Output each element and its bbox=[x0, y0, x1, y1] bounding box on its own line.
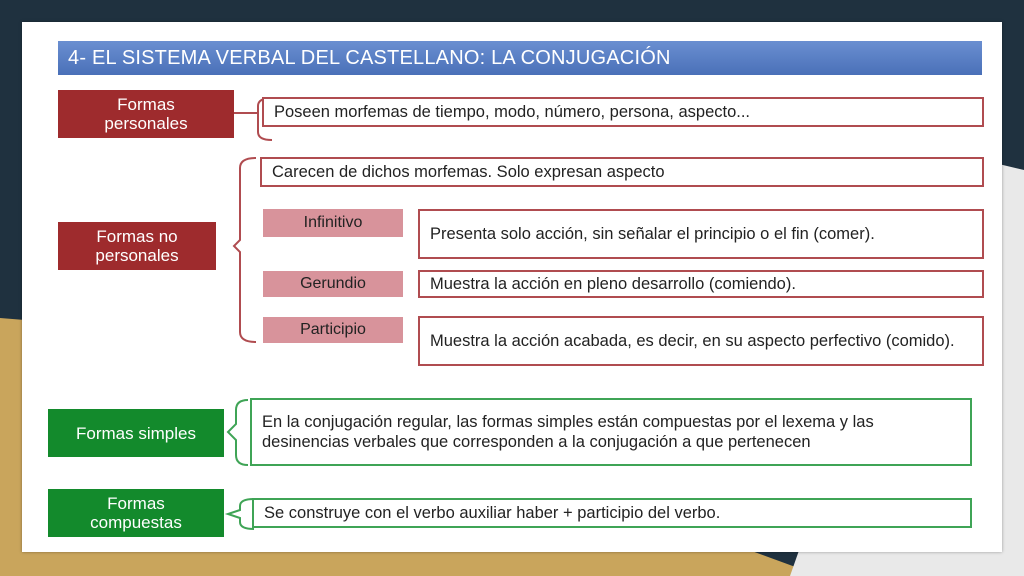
participio-description: Muestra la acción acabada, es decir, en su aspecto perfectivo (comido). bbox=[418, 316, 984, 366]
no-personales-description: Carecen de dichos morfemas. Solo expresan aspecto bbox=[260, 157, 984, 187]
slide-title: 4- EL SISTEMA VERBAL DEL CASTELLANO: LA CONJUGACIÓN bbox=[58, 41, 982, 75]
category-label-line2: personales bbox=[95, 246, 179, 265]
infinitivo-description: Presenta solo acción, sin señalar el principio o el fin (comer). bbox=[418, 209, 984, 259]
category-formas-personales bbox=[58, 90, 234, 138]
simples-description: En la conjugación regular, las formas simples están compuestas por el lexema y las desinencias verbales que corresponden a la conjugación a que pertenecen bbox=[250, 398, 972, 466]
sub-label-participio: Participio bbox=[263, 317, 403, 343]
sub-label-infinitivo: Infinitivo bbox=[263, 209, 403, 237]
category-label-line1: Formas bbox=[107, 494, 165, 513]
slide bbox=[22, 22, 1002, 552]
personales-description: Poseen morfemas de tiempo, modo, número, persona, aspecto... bbox=[262, 97, 984, 127]
category-label-line1: Formas no bbox=[96, 227, 178, 246]
category-label-line1: Formas bbox=[117, 95, 175, 114]
category-formas-simples: Formas simples bbox=[48, 409, 224, 457]
category-formas-no-personales bbox=[58, 222, 216, 270]
gerundio-description: Muestra la acción en pleno desarrollo (comiendo). bbox=[418, 270, 984, 298]
category-label-line2: personales bbox=[104, 114, 188, 133]
compuestas-description: Se construye con el verbo auxiliar haber + participio del verbo. bbox=[252, 498, 972, 528]
category-label-line2: compuestas bbox=[90, 513, 182, 532]
sub-label-gerundio: Gerundio bbox=[263, 271, 403, 297]
category-formas-compuestas bbox=[48, 489, 224, 537]
